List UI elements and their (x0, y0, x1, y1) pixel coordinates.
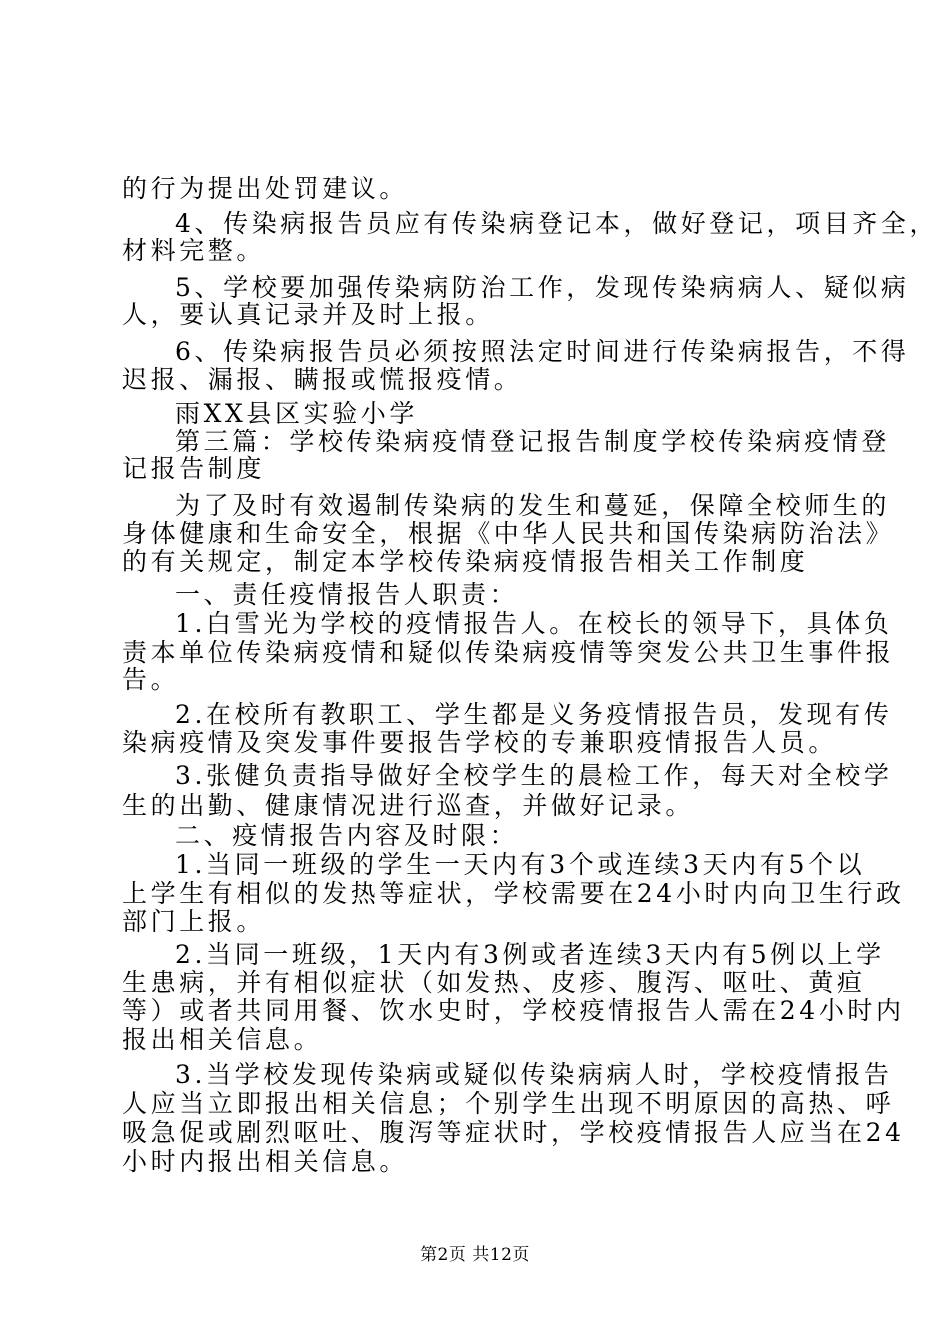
text-line: 6、传染病报告员必须按照法定时间进行传染病报告，不得 (175, 337, 910, 366)
text-line: 二、疫情报告内容及时限： (175, 821, 519, 850)
text-line: 记报告制度 (122, 454, 266, 483)
text-line: 2.当同一班级，1天内有3例或者连续3天内有5例以上学 (175, 940, 885, 969)
text-line: 3.当学校发现传染病或疑似传染病病人时，学校疫情报告 (175, 1060, 893, 1089)
text-line: 的行为提出处罚建议。 (122, 174, 409, 203)
text-line: 责本单位传染病疫情和疑似传染病疫情等突发公共卫生事件报 (122, 638, 895, 667)
text-line: 的有关规定，制定本学校传染病疫情报告相关工作制度 (122, 547, 809, 576)
text-line: 告。 (122, 665, 180, 694)
text-line: 一、责任疫情报告人职责： (175, 580, 519, 609)
text-line: 3.张健负责指导做好全校学生的晨检工作，每天对全校学 (175, 761, 893, 790)
text-line: 生的出勤、健康情况进行巡查，并做好记录。 (122, 791, 695, 820)
text-line: 人，要认真记录并及时上报。 (122, 300, 494, 329)
text-line: 迟报、漏报、瞒报或慌报疫情。 (122, 365, 523, 394)
text-line: 上学生有相似的发热等症状，学校需要在24小时内向卫生行政 (122, 879, 905, 908)
page-number: 第2页 共12页 (420, 1245, 530, 1265)
text-line: 报出相关信息。 (122, 1025, 323, 1054)
text-line: 1.白雪光为学校的疫情报告人。在校长的领导下，具体负 (175, 609, 893, 638)
text-line: 为了及时有效遏制传染病的发生和蔓延，保障全校师生的 (175, 491, 891, 520)
text-line: 部门上报。 (122, 907, 266, 936)
text-line: 5、学校要加强传染病防治工作，发现传染病病人、疑似病 (175, 273, 910, 302)
text-line: 4、传染病报告员应有传染病登记本，做好登记，项目齐全， (175, 209, 939, 238)
text-line: 1.当同一班级的学生一天内有3个或连续3天内有5个以 (175, 850, 866, 879)
text-line: 吸急促或剧烈呕吐、腹泻等症状时，学校疫情报告人应当在24 (122, 1118, 905, 1147)
text-line: 第三篇：学校传染病疫情登记报告制度学校传染病疫情登 (175, 427, 891, 456)
text-line: 等）或者共同用餐、饮水史时，学校疫情报告人需在24小时内 (122, 996, 905, 1025)
text-line: 雨XX县区实验小学 (175, 399, 418, 428)
text-line: 2.在校所有教职工、学生都是义务疫情报告员，发现有传 (175, 700, 893, 729)
text-line: 小时内报出相关信息。 (122, 1147, 409, 1176)
text-line: 材料完整。 (122, 236, 266, 265)
text-line: 生患病，并有相似症状（如发热、皮疹、腹泻、呕吐、黄疸 (122, 968, 866, 997)
text-line: 身体健康和生命安全，根据《中华人民共和国传染病防治法》 (122, 519, 895, 548)
text-line: 染病疫情及突发事件要报告学校的专兼职疫情报告人员。 (122, 728, 838, 757)
text-line: 人应当立即报出相关信息；个别学生出现不明原因的高热、呼 (122, 1089, 895, 1118)
